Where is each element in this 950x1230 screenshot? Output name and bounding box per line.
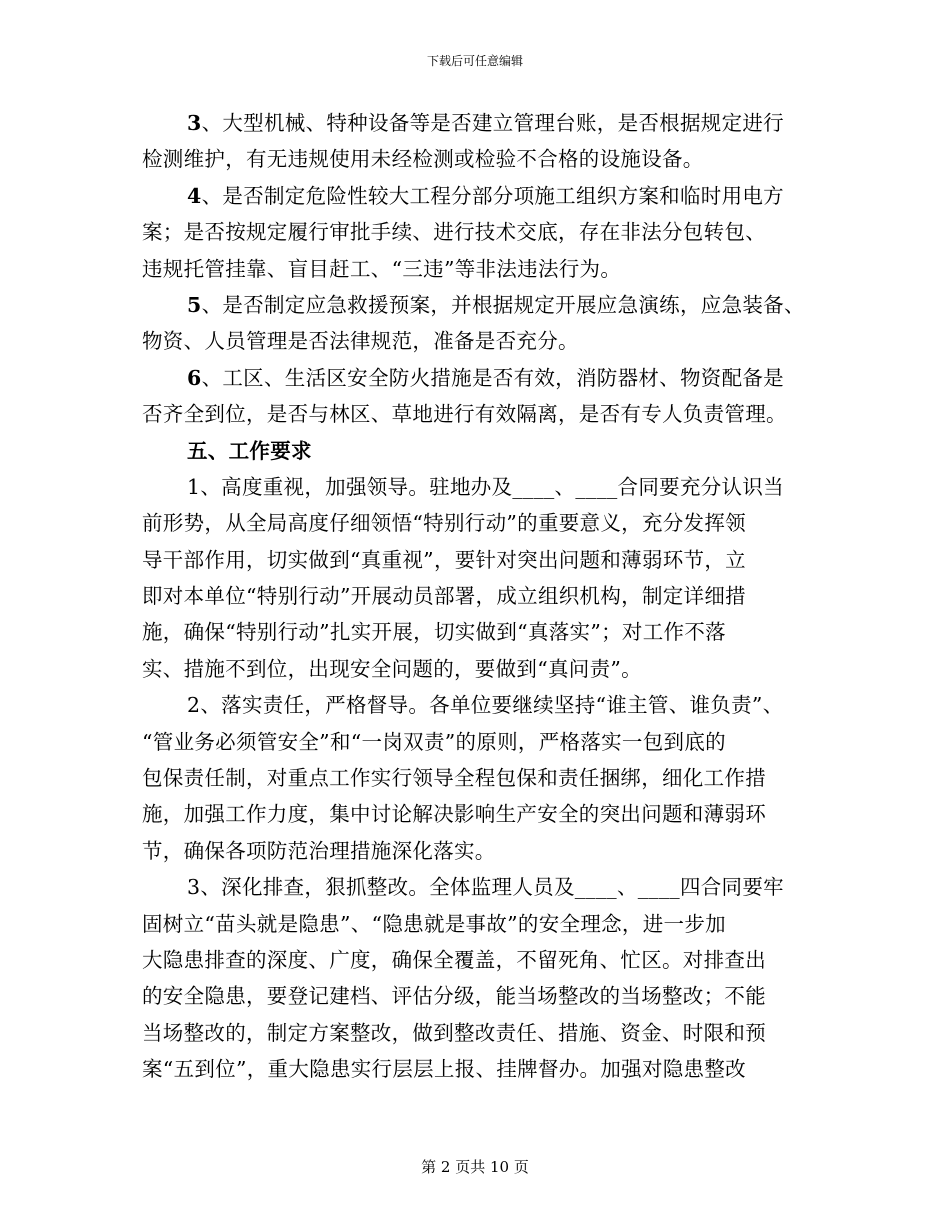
paragraph-line: 前形势，从全局高度仔细领悟“特别行动”的重要意义，充分发挥领 (142, 511, 746, 536)
paragraph-line (142, 287, 832, 323)
paragraph-line (142, 360, 832, 396)
paragraph-line: 实、措施不到位，出现安全问题的，要做到“真问责”。 (142, 656, 642, 681)
paragraph-text: 、是否制定危险性较大工程分部分项施工组织方案和临时用电方 (201, 183, 784, 208)
item-number: 5 (187, 292, 202, 317)
paragraph-line: 否齐全到位，是否与林区、草地进行有效隔离，是否有专人负责管理。 (142, 402, 787, 427)
paragraph-line: 固树立“苗头就是隐患”、“隐患就是事故”的安全理念，进一步加 (142, 911, 726, 936)
paragraph-line: 物资、人员管理是否法律规范，准备是否充分。 (142, 329, 579, 354)
page-header: 下载后可任意编辑 (426, 54, 523, 68)
paragraph-text: 、深化排查，狠抓整改。全体监理人员及____、____四合同要牢 (200, 875, 784, 900)
paragraph-line (142, 105, 832, 141)
paragraph-line (142, 687, 832, 723)
paragraph-line: 当场整改的，制定方案整改，做到整改责任、措施、资金、时限和预 (142, 1020, 766, 1045)
paragraph-text: 、大型机械、特种设备等是否建立管理台账，是否根据规定进行 (201, 111, 784, 135)
paragraph-line: 违规托管挂靠、盲目赶工、“三违”等非法违法行为。 (142, 256, 622, 281)
paragraph-text: 、落实责任，严格督导。各单位要继续坚持“谁主管、谁负责”、 (200, 693, 784, 718)
section-heading: 五、工作要求 (187, 438, 312, 463)
paragraph-line: 大隐患排查的深度、广度，确保全覆盖，不留死角、忙区。对排查出 (142, 947, 766, 972)
item-number: 2 (187, 693, 201, 718)
paragraph-line (142, 869, 832, 905)
paragraph-line: 案“五到位”，重大隐患实行层层上报、挂牌督办。加强对隐患整改 (142, 1057, 746, 1082)
paragraph-line (142, 178, 832, 214)
paragraph-line: 施，加强工作力度，集中讨论解决影响生产安全的突出问题和薄弱环 (142, 802, 766, 827)
paragraph-line: 包保责任制，对重点工作实行领导全程包保和责任捆绑，细化工作措 (142, 766, 766, 791)
paragraph-line: 导干部作用，切实做到“真重视”，要针对突出问题和薄弱环节，立 (142, 547, 746, 572)
paragraph-text: 、高度重视，加强领导。驻地办及____、____合同要充分认识当 (200, 474, 784, 499)
item-number: 4 (187, 183, 202, 208)
paragraph-line: 节，确保各项防范治理措施深化落实。 (142, 838, 496, 863)
paragraph-text: 、工区、生活区安全防火措施是否有效，消防器材、物资配备是 (201, 365, 784, 390)
paragraph-line: 施，确保“特别行动”扎实开展，切实做到“真落实”；对工作不落 (142, 620, 726, 645)
paragraph-line: 检测维护，有无违规使用未经检测或检验不合格的设施设备。 (142, 147, 704, 172)
page-footer: 第 2 页共 10 页 (421, 1158, 529, 1176)
paragraph-line: 的安全隐患，要登记建档、评估分级，能当场整改的当场整改；不能 (142, 984, 766, 1009)
item-number: 1 (187, 474, 201, 499)
paragraph-line (142, 469, 832, 505)
item-number: 3 (187, 875, 201, 900)
item-number: 6 (187, 365, 202, 390)
paragraph-line: 即对本单位“特别行动”开展动员部署，成立组织机构，制定详细措 (142, 584, 746, 609)
document-body (142, 105, 832, 1088)
paragraph-line: 案；是否按规定履行审批手续、进行技术交底，存在非法分包转包、 (142, 220, 766, 245)
paragraph-text: 、是否制定应急救援预案，并根据规定开展应急演练，应急装备、 (201, 292, 805, 317)
paragraph-line: “管业务必须管安全”和“一岗双责”的原则，严格落实一包到底的 (142, 729, 726, 754)
item-number: 3 (187, 111, 202, 135)
